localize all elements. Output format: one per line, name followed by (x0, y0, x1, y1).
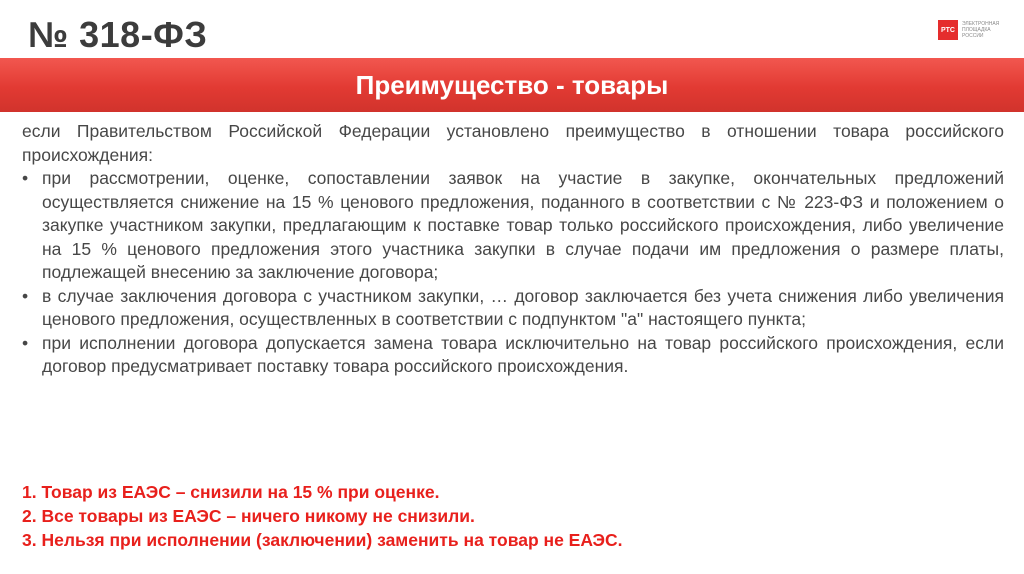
intro-paragraph: если Правительством Российской Федерации установлено преимущество в отношении товара российского происхождения: (22, 121, 1004, 165)
list-item-text: при исполнении договора допускается замена товара исключительно на товар российского происхождения, если договор предусматривает поставку товара российского происхождения. (42, 332, 1004, 376)
main-content (22, 120, 1004, 379)
conclusions-list (22, 480, 1004, 552)
bullet-icon: • (22, 285, 29, 306)
conclusion-item: 2. Все товары из ЕАЭС – ничего никому не снизили. (22, 506, 475, 526)
conclusion-item: 1. Товар из ЕАЭС – снизили на 15 % при оценке. (22, 482, 440, 502)
section-banner (0, 58, 1024, 112)
list-item (22, 332, 1004, 379)
bullet-icon: • (22, 168, 29, 188)
page-title: № 318-ФЗ (28, 14, 208, 55)
section-title: Преимущество - товары (355, 69, 669, 100)
list-item-text: при рассмотрении, оценке, сопоставлении заявок на участие в закупке, окончательных предложений осуществляется снижение на 15 % ценового предложения, поданного в соответствии с № 223-ФЗ и положением о закупке участником закупки, предлагающим к поставке товар только российского происхождения, либо увеличение на 15 % ценового предложения этого участника закупки в случае подачи им предложения о размере платы, подлежащей внесению за заключение договора; (42, 168, 1004, 282)
list-item-text: в случае заключения договора с участником закупки, … договор заключается без учета снижения либо увеличения ценового предложения, осуществленных в соответствии с подпунктом "а" настоящего пункта; (42, 285, 1004, 329)
logo-text: ЭЛЕКТРОННАЯ ПЛОЩАДКА РОССИИ (962, 21, 1000, 39)
company-logo (938, 20, 1000, 40)
conclusion-item: 3. Нельзя при исполнении (заключении) заменить на товар не ЕАЭС. (22, 530, 623, 550)
list-item (22, 167, 1004, 285)
list-item (22, 285, 1004, 332)
logo-mark: РТС (938, 20, 958, 40)
bullet-icon: • (22, 332, 29, 353)
